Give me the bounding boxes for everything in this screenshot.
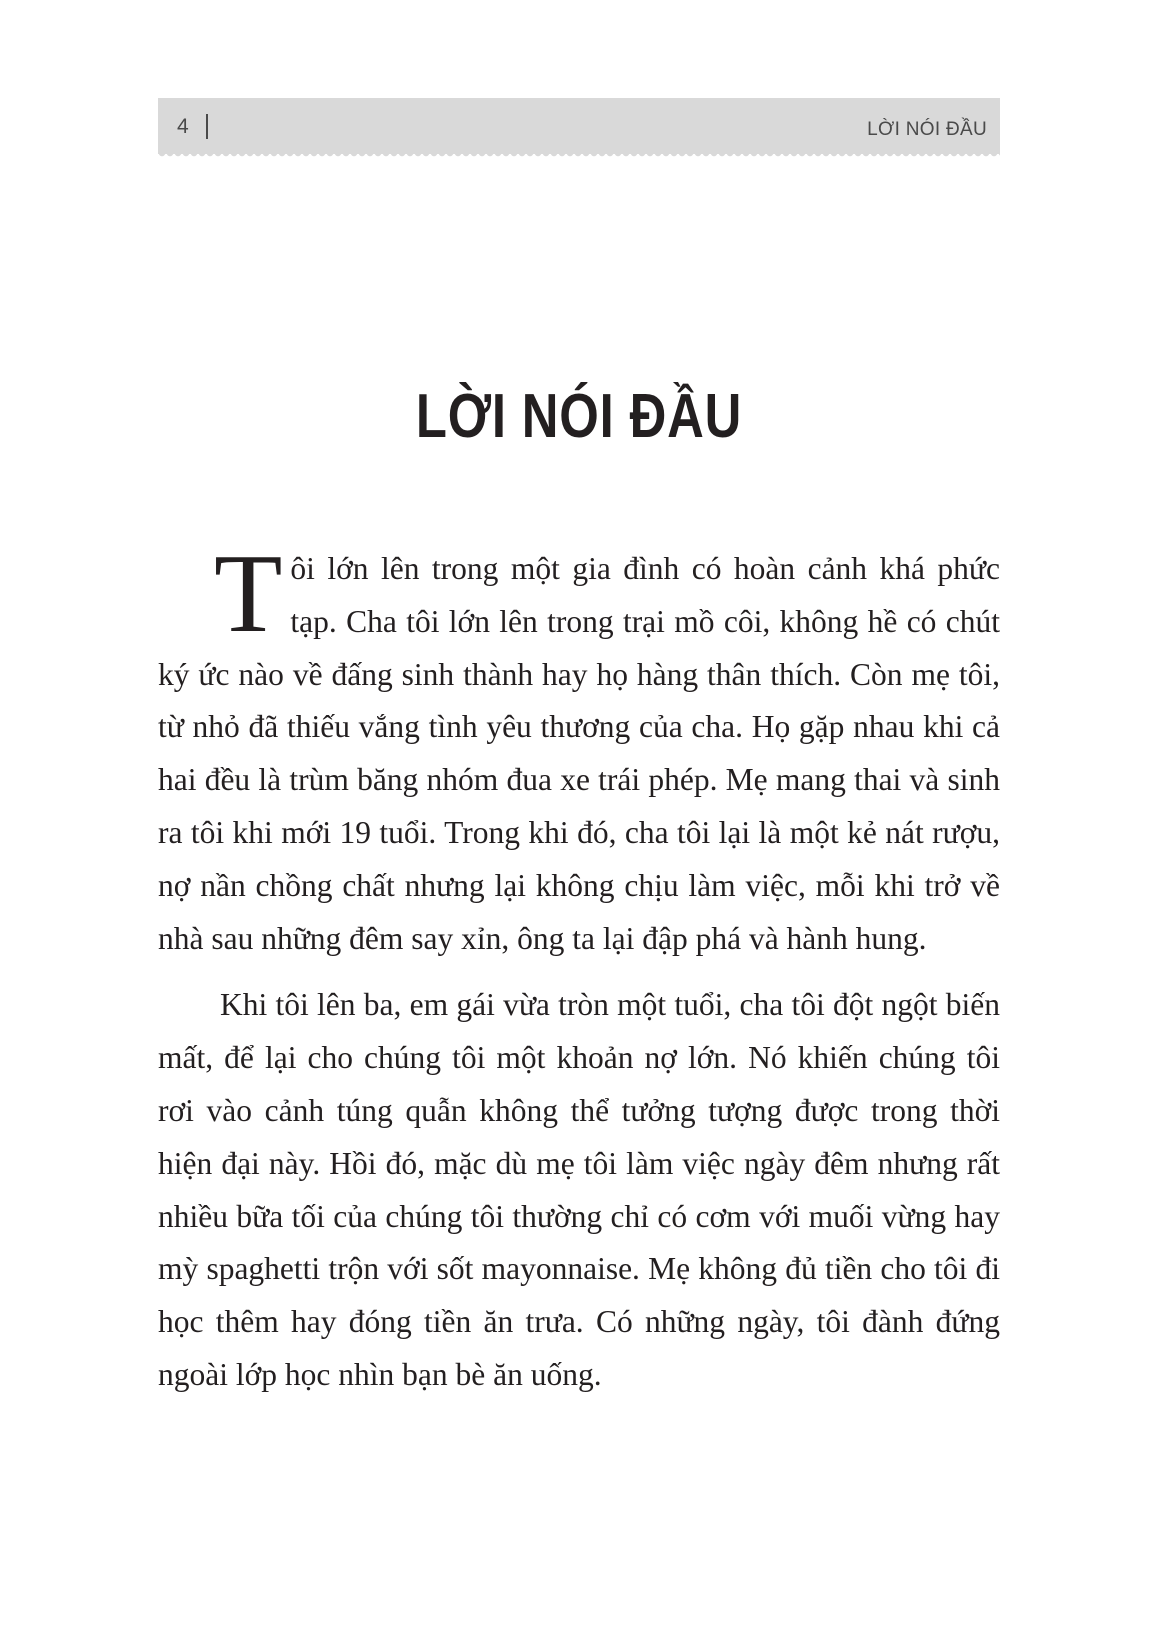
chapter-title: LỜI NÓI ĐẦU: [415, 381, 743, 451]
header-divider: [206, 114, 208, 139]
running-header: [158, 98, 1000, 154]
paragraph-1: [158, 532, 1000, 965]
paragraph-2: Khi tôi lên ba, em gái vừa tròn một tuổi, cha tôi đột ngột biến mất, để lại cho chúng tôi một khoản nợ lớn. Nó khiến chúng tôi rơi vào cảnh túng quẫn không thể tưởng tượng được trong thời hiện đại này. Hồi đó, mặc dù mẹ tôi làm việc ngày đêm nhưng rất nhiều bữa tối của chúng tôi thường chỉ có cơm với muối vừng hay mỳ spaghetti trộn với sốt mayonnaise. Mẹ không đủ tiền cho tôi đi học thêm hay đóng tiền ăn trưa. Có những ngày, tôi đành đứng ngoài lớp học nhìn bạn bè ăn uống.: [158, 987, 1000, 1392]
paragraph-1-text: ôi lớn lên trong một gia đình có hoàn cảnh khá phức tạp. Cha tôi lớn lên trong trại mồ côi, không hề có chút ký ức nào về đấng sinh thành hay họ hàng thân thích. Còn mẹ tôi, từ nhỏ đã thiếu vắng tình yêu thương của cha. Họ gặp nhau khi cả hai đều là trùm băng nhóm đua xe trái phép. Mẹ mang thai và sinh ra tôi khi mới 19 tuổi. Trong khi đó, cha tôi lại là một kẻ nát rượu, nợ nần chồng chất nhưng lại không chịu làm việc, mỗi khi trở về nhà sau những đêm say xỉn, ông ta lại đập phá và hành hung.: [158, 551, 1000, 956]
running-title: LỜI NÓI ĐẦU: [867, 119, 987, 140]
body-text: [158, 532, 1000, 1402]
page-number: 4: [177, 115, 189, 138]
drop-cap: T: [214, 532, 283, 656]
